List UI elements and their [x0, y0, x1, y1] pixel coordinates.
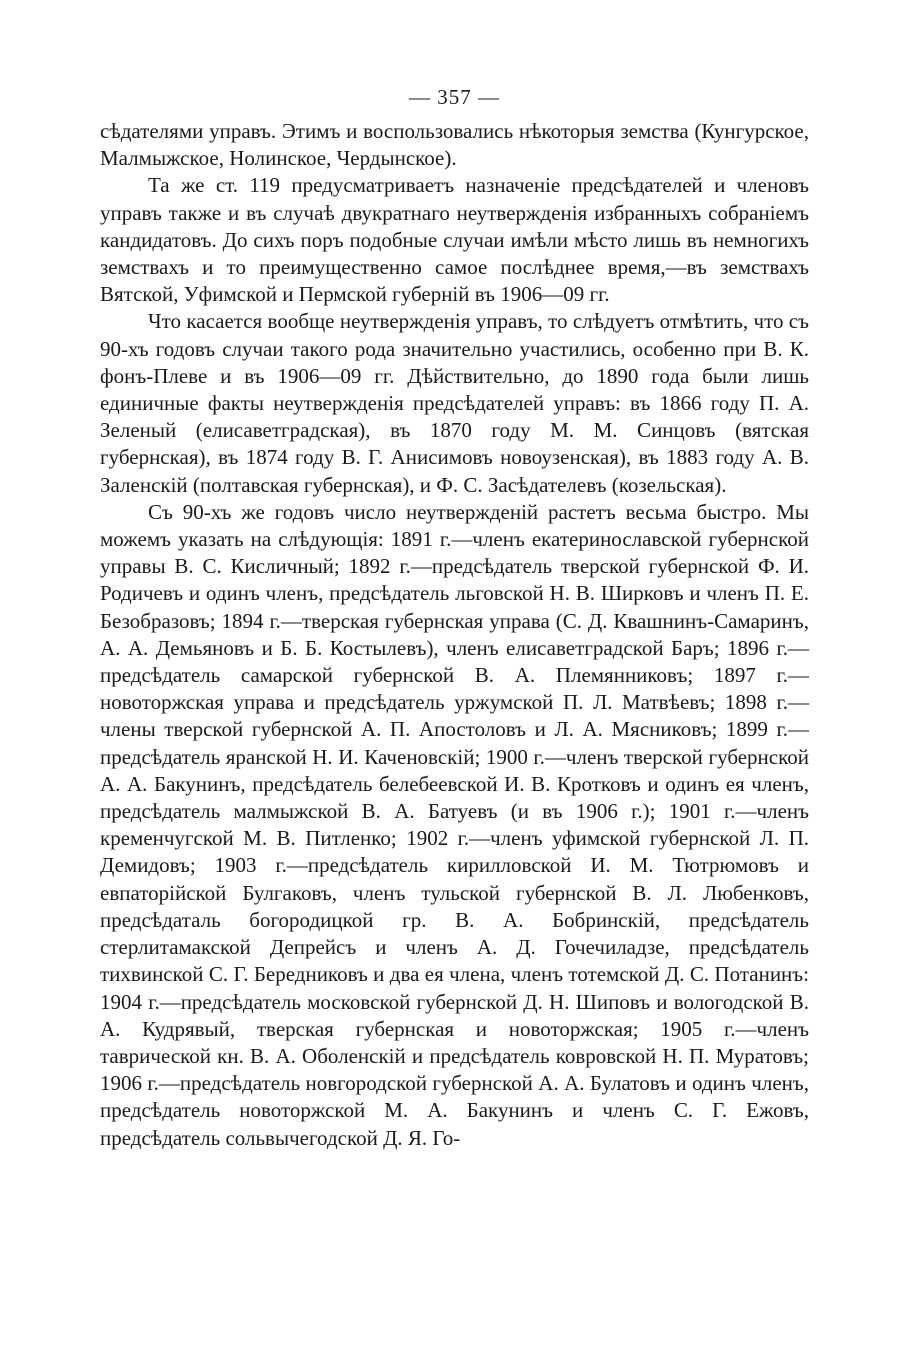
paragraph-1: сѣдателями управъ. Этимъ и воспользовались нѣкоторыя земства (Кунгурское, Малмыжское, Нолинское, Чердынское).	[100, 119, 809, 171]
paragraph-3: Что касается вообще неутвержденія управъ, то слѣдуетъ отмѣтить, что съ 90-хъ годовъ случаи такого рода значительно участились, особенно при В. К. фонъ-Плеве и въ 1906—09 гг. Дѣйствительно, до 1890 года были лишь единичные факты неутвержденія предсѣдателей управъ: въ 1866 году П. А. Зеленый (елисаветградская), въ 1870 году М. М. Синцовъ (вятская губернская), въ 1874 году В. Г. Анисимовъ новоузенская), въ 1883 году А. В. Заленскій (полтавская губернская), и Ф. С. Засѣдателевъ (козельская).	[100, 309, 809, 497]
paragraph-4: Съ 90-хъ же годовъ число неутвержденій растетъ весьма быстро. Мы можемъ указать на слѣдующія: 1891 г.—членъ екатеринославской губернской управы В. С. Кисличный; 1892 г.—предсѣдатель тверской губернской Ф. И. Родичевъ и одинъ членъ, предсѣдатель льговской Н. В. Ширковъ и членъ П. Е. Безобразовъ; 1894 г.—тверская губернская управа (С. Д. Квашнинъ-Самаринъ, А. А. Демьяновъ и Б. Б. Костылевъ), членъ елисаветградской Баръ; 1896 г.—предсѣдатель самарской губернской В. А. Племянниковъ; 1897 г.—новоторжская управа и предсѣдатель уржумской П. Л. Матвѣевъ; 1898 г.—члены тверской губернской А. П. Апостоловъ и Л. А. Мясниковъ; 1899 г.—предсѣдатель яранской Н. И. Каченовскій; 1900 г.—членъ тверской губернской А. А. Бакунинъ, предсѣдатель белебеевской И. В. Кротковъ и одинъ ея членъ, предсѣдатель малмыжской В. А. Батуевъ (и въ 1906 г.); 1901 г.—членъ кременчугской М. В. Питленко; 1902 г.—членъ уфимской губернской Л. П. Демидовъ; 1903 г.—предсѣдатель кирилловской И. М. Тютрюмовъ и евпаторійской Булгаковъ, членъ тульской губернской В. Л. Любенковъ, предсѣдаталь богородицкой гр. В. А. Бобринскій, предсѣдатель стерлитамакской Депрейсъ и членъ А. Д. Гочечиладзе, предсѣдатель тихвинской С. Г. Бередниковъ и два ея члена, членъ тотемской Д. С. Потанинъ: 1904 г.—предсѣдатель московской губернской Д. Н. Шиповъ и вологодской В. А. Кудрявый, тверская губернская и новоторжская; 1905 г.—членъ таврической кн. В. А. Оболенскій и предсѣдатель ковровской Н. П. Муратовъ; 1906 г.—предсѣдатель новгородской губернской А. А. Булатовъ и одинъ членъ, предсѣдатель новоторжской М. А. Бакунинъ и членъ С. Г. Ежовъ, предсѣдатель сольвычегодской Д. Я. Го-	[100, 499, 809, 1150]
paragraph-2: Та же ст. 119 предусматриваетъ назначеніе предсѣдателей и членовъ управъ также и въ случаѣ двукратнаго неутвержденія избранныхъ собраніемъ кандидатовъ. До сихъ поръ подобные случаи имѣли мѣсто лишь въ немногихъ земствахъ и то преимущественно самое послѣднее время,—въ земствахъ Вятской, Уфимской и Пермской губерній въ 1906—09 гг.	[100, 173, 809, 307]
body-text	[100, 118, 809, 1152]
page-number: — 357 —	[409, 85, 500, 109]
